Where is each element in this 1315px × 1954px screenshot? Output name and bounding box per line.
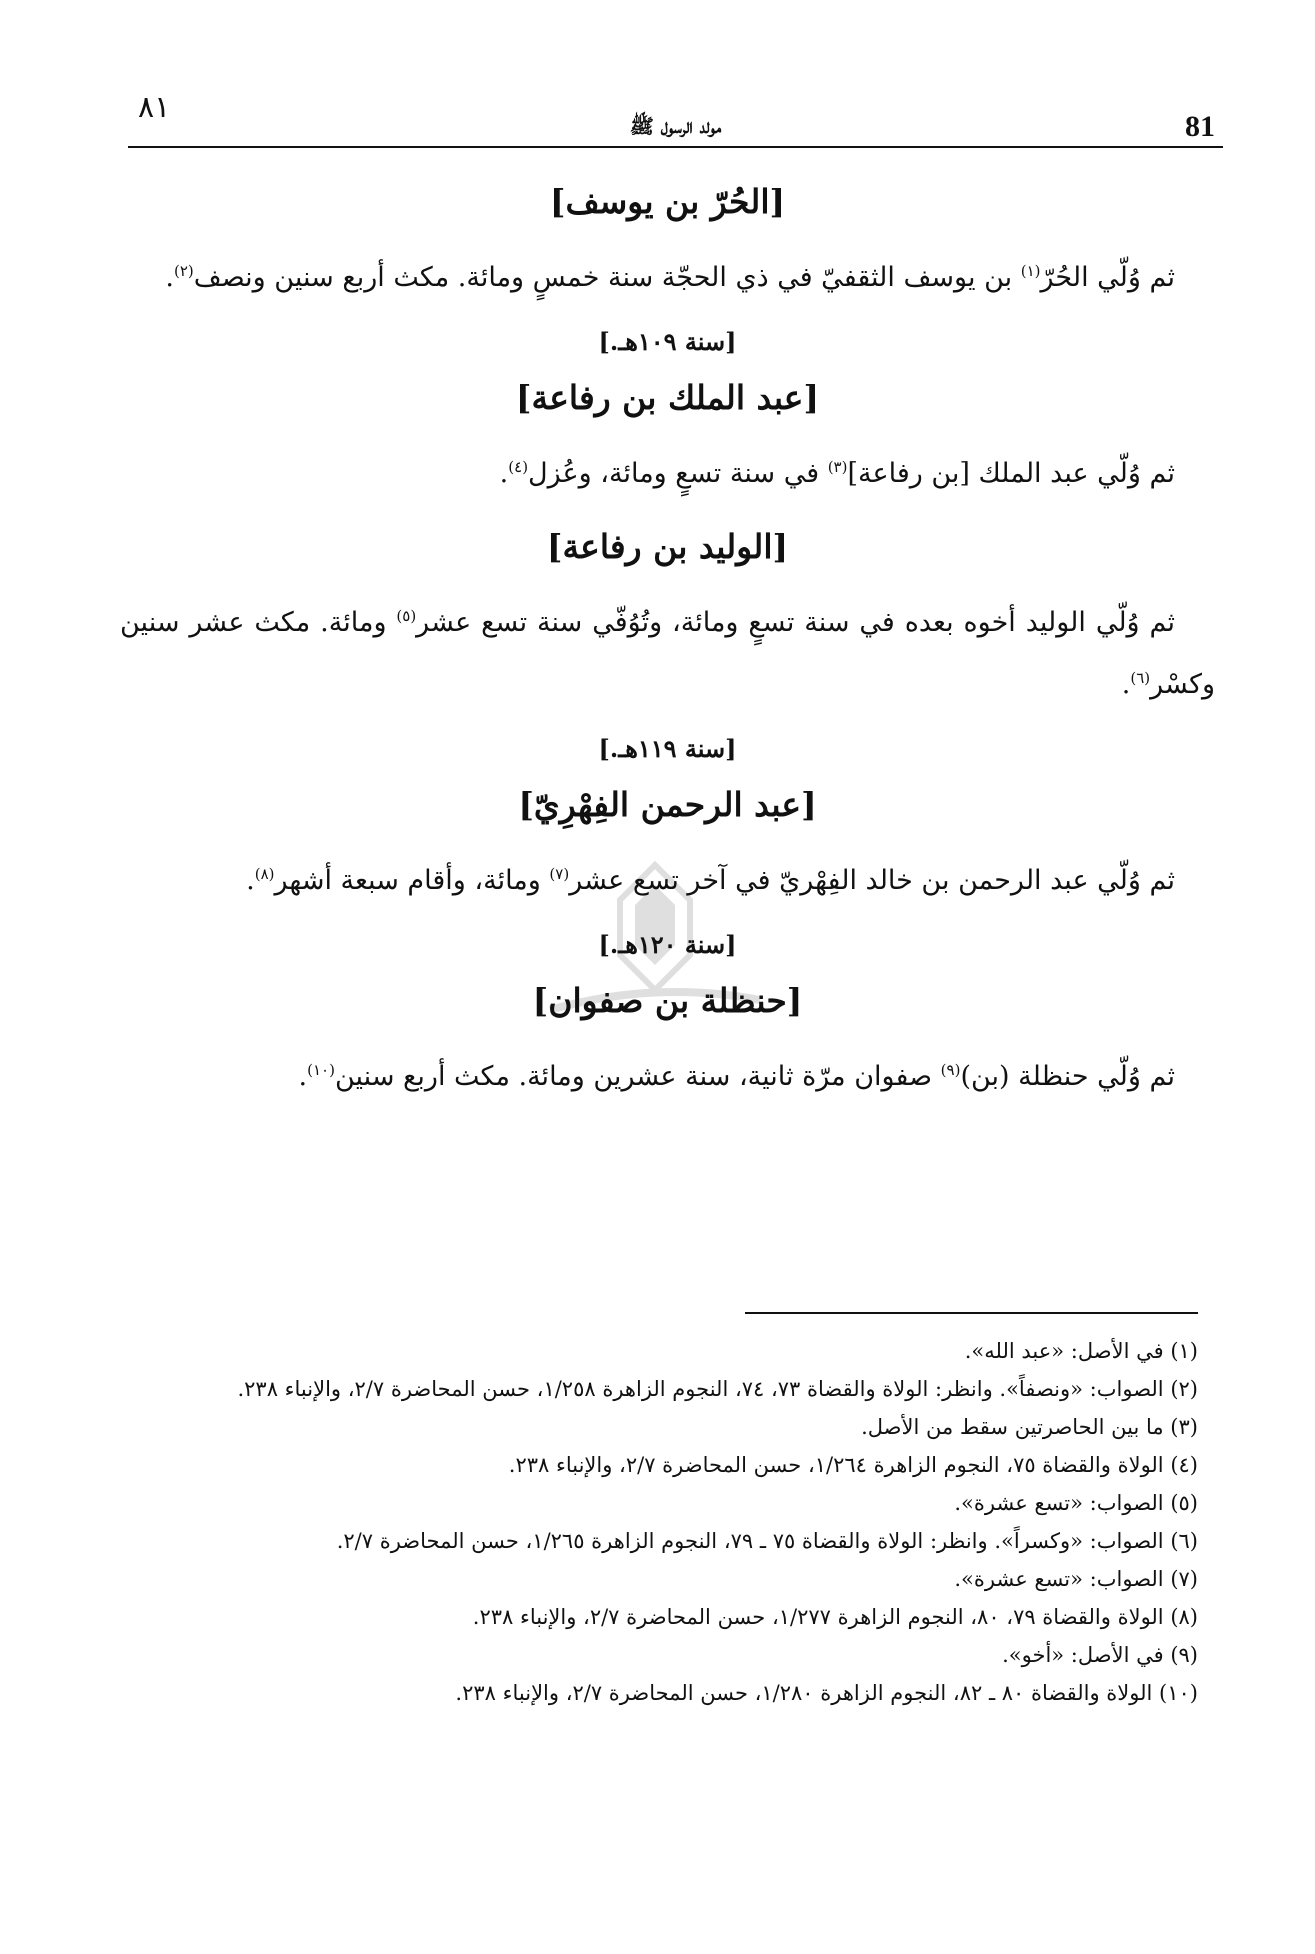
footnote: (٧) الصواب: «تسع عشرة».: [954, 1567, 1198, 1591]
paragraph-text: .: [1121, 669, 1131, 700]
footnote: (٩) في الأصل: «أخو».: [1002, 1643, 1198, 1667]
paragraph-text: .: [499, 458, 509, 489]
paragraph-text: ثم وُلّي عبد الملك [بن رفاعة]: [847, 458, 1175, 489]
page-number-arabic: ٨١: [138, 90, 171, 125]
year-heading: [سنة ١١٩هـ.]: [598, 734, 737, 763]
footnote-ref: (٥): [396, 607, 417, 625]
footnote-ref: (٣): [827, 458, 848, 476]
paragraph: [120, 247, 1215, 309]
footnotes: [110, 1330, 1198, 1714]
page-header: [128, 90, 1223, 148]
footnote: (١٠) الولاة والقضاة ٨٠ ـ ٨٢، النجوم الزاهرة ١/٢٨٠، حسن المحاضرة ٢/٧، والإنباء ٢٣٨.: [455, 1681, 1198, 1705]
paragraph: [120, 850, 1215, 912]
paragraph-text: .: [298, 1061, 308, 1092]
footnote-ref: (٢): [173, 262, 194, 280]
paragraph-text: في سنة تسعٍ ومائة، وعُزل: [528, 458, 828, 489]
section-heading: [حنظلة بن صفوان]: [532, 981, 803, 1020]
footnote-divider: [745, 1312, 1198, 1314]
footnote: (٣) ما بين الحاصرتين سقط من الأصل.: [861, 1415, 1198, 1439]
footnote-ref: (٤): [508, 458, 529, 476]
page-number: 81: [1185, 110, 1215, 143]
footnote: (٥) الصواب: «تسع عشرة».: [954, 1491, 1198, 1515]
section-heading: [عبد الملك بن رفاعة]: [515, 378, 820, 417]
footnote: (١) في الأصل: «عبد الله».: [964, 1339, 1198, 1363]
paragraph-text: ثم وُلّي عبد الرحمن بن خالد الفِهْريّ في آخر تسع عشر: [569, 865, 1175, 896]
paragraph-text: ثم وُلّي حنظلة (بن): [960, 1061, 1175, 1092]
footnote-ref: (١٠): [307, 1061, 335, 1079]
footnote-ref: (٩): [940, 1061, 961, 1079]
paragraph-text: .: [246, 865, 255, 896]
footnote-ref: (٧): [549, 865, 570, 883]
footnote: (٢) الصواب: «ونصفاً». وانظر: الولاة والقضاة ٧٣، ٧٤، النجوم الزاهرة ١/٢٥٨، حسن المحاضرة ٢/٧، والإنباء ٢٣٨.: [237, 1377, 1198, 1401]
paragraph-text: .: [165, 262, 174, 293]
footnote: (٤) الولاة والقضاة ٧٥، النجوم الزاهرة ١/٢٦٤، حسن المحاضرة ٢/٧، والإنباء ٢٣٨.: [508, 1453, 1198, 1477]
section-heading: [الحُرّ بن يوسف]: [549, 182, 786, 221]
paragraph: [120, 1046, 1215, 1108]
section-heading: [عبد الرحمن الفِهْرِيّ]: [518, 785, 817, 824]
paragraph-text: صفوان مرّة ثانية، سنة عشرين ومائة. مكث أربع سنين: [334, 1061, 941, 1092]
footnote-ref: (٦): [1130, 669, 1151, 687]
main-text: [120, 160, 1215, 1108]
paragraph-text: ومائة. مكث عشر سنين وكسْر: [120, 607, 1215, 700]
paragraph-text: بن يوسف الثقفيّ في ذي الحجّة سنة خمسٍ ومائة. مكث أربع سنين ونصف: [193, 262, 1021, 293]
year-heading: [سنة ١٠٩هـ.]: [598, 327, 737, 356]
footnote-ref: (٨): [254, 865, 275, 883]
paragraph: [120, 443, 1215, 505]
footnote: (٨) الولاة والقضاة ٧٩، ٨٠، النجوم الزاهرة ١/٢٧٧، حسن المحاضرة ٢/٧، والإنباء ٢٣٨.: [472, 1605, 1198, 1629]
footnote-ref: (١): [1020, 262, 1041, 280]
footnote: (٦) الصواب: «وكسراً». وانظر: الولاة والقضاة ٧٥ ـ ٧٩، النجوم الزاهرة ١/٢٦٥، حسن المحاضرة ٢/٧.: [336, 1529, 1198, 1553]
paragraph-text: ثم وُلّي الحُرّ: [1040, 262, 1175, 293]
paragraph: [120, 592, 1215, 716]
paragraph-text: ثم وُلّي الوليد أخوه بعده في سنة تسعٍ ومائة، وتُوُفّي سنة تسع عشر: [416, 607, 1175, 638]
year-heading: [سنة ١٢٠هـ.]: [598, 930, 737, 959]
section-heading: [الوليد بن رفاعة]: [546, 527, 789, 566]
running-title: مولد الرسول ﷺ: [629, 114, 722, 138]
paragraph-text: ومائة، وأقام سبعة أشهر: [274, 865, 550, 896]
